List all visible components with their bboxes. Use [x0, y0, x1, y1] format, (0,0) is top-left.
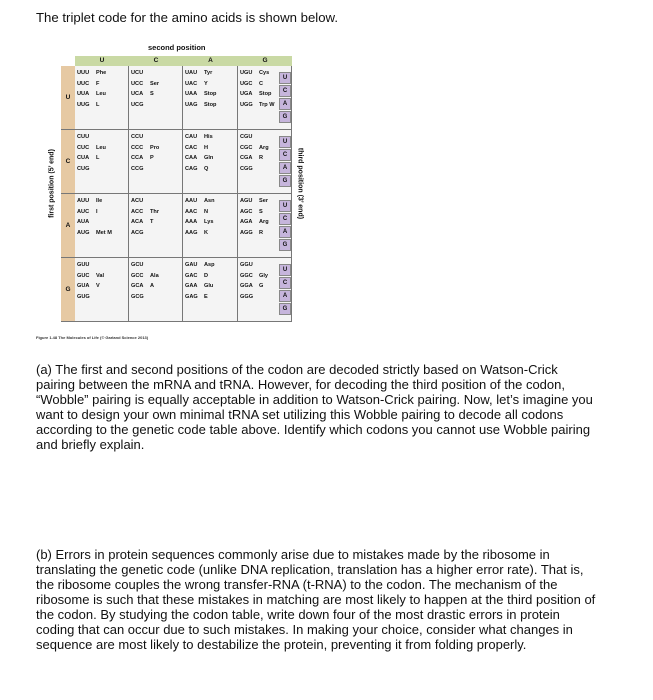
codon-cell — [129, 194, 183, 258]
first-position-c: C — [61, 130, 75, 194]
amino-acid: Ser — [150, 80, 160, 87]
codon-cell — [183, 194, 238, 258]
amino-acid: P — [150, 155, 154, 162]
codon: AAG — [185, 229, 198, 236]
third-position-c: C — [279, 85, 291, 97]
codon: GGU — [240, 262, 253, 268]
amino-acid: F — [96, 80, 100, 87]
amino-acid: Leu — [96, 91, 106, 98]
amino-acid: Asn — [204, 198, 215, 204]
codon: GGC — [240, 272, 253, 279]
codon: AAA — [185, 219, 198, 226]
amino-acid: Trp W — [259, 101, 275, 108]
amino-acid: Gln — [204, 155, 214, 162]
amino-acid: Glu — [204, 283, 214, 290]
third-position-g: G — [279, 175, 291, 187]
codon: UAA — [185, 91, 198, 98]
codon: CGC — [240, 144, 253, 151]
codon-cell — [75, 258, 129, 322]
codon: CGA — [240, 155, 253, 162]
third-position-u: U — [279, 264, 291, 276]
codon: ACC — [131, 208, 144, 215]
codon: ACG — [131, 229, 144, 236]
third-position-c: C — [279, 213, 291, 225]
third-position-u: U — [279, 136, 291, 148]
codon: UAU — [185, 70, 198, 76]
question-b: (b) Errors in protein sequences commonly arise due to mistakes made by the ribosome in translating the genetic code (unlike DNA replication, translation has a higher error rate). That is, the ribosome couples the wrong transfer-RNA (t-RNA) to the codon. The mechanism of the ribosome is such that these mistakes in matching are most likely to happen at the third position of the codon. By studying the codon table, write down four of the most drastic errors in protein coding that can occur due to such mistakes. In making your choice, consider what changes in sequence are most likely to destabilize the protein, preventing it from folding properly. — [36, 547, 596, 652]
amino-acid: R — [259, 155, 264, 162]
codon: UAC — [185, 80, 198, 87]
amino-acid: C — [259, 80, 264, 87]
codon: GAA — [185, 283, 198, 290]
codon: CGU — [240, 134, 253, 140]
amino-acid: D — [204, 272, 209, 279]
amino-acid: Gly — [259, 272, 269, 279]
amino-acid: L — [96, 155, 100, 162]
amino-acid: Lys — [204, 219, 214, 226]
first-position-label: first position (5’ end) — [48, 149, 56, 218]
codon: CUG — [77, 165, 90, 172]
codon: UCU — [131, 70, 144, 76]
amino-acid: His — [204, 134, 213, 140]
amino-acid: Met M — [96, 229, 112, 236]
amino-acid: G — [259, 283, 264, 290]
amino-acid: Stop — [259, 91, 272, 98]
amino-acid: Tyr — [204, 70, 213, 76]
amino-acid: I — [96, 208, 98, 215]
codon-cell — [129, 130, 183, 194]
third-position-a: A — [279, 226, 291, 238]
codon: UUA — [77, 91, 90, 98]
codon: AGG — [240, 229, 253, 236]
amino-acid: N — [204, 208, 209, 215]
codon: UUU — [77, 70, 90, 76]
codon: GUC — [77, 272, 90, 279]
codon: CAG — [185, 165, 198, 172]
amino-acid: Stop — [204, 91, 217, 98]
codon: CCU — [131, 134, 144, 140]
codon: AAC — [185, 208, 198, 215]
amino-acid: L — [96, 101, 100, 108]
codon: GCC — [131, 272, 144, 279]
amino-acid: Arg — [259, 219, 269, 226]
amino-acid: Ile — [96, 198, 103, 204]
amino-acid: S — [259, 208, 263, 215]
amino-acid: Ser — [259, 198, 269, 204]
codon: UUC — [77, 80, 90, 87]
codon: UCG — [131, 101, 144, 108]
amino-acid: Val — [96, 272, 105, 279]
codon: GCG — [131, 293, 144, 300]
codon: GAC — [185, 272, 198, 279]
figure-caption: Figure 1.48 The Molecules of Life (© Garland Science 2013) — [36, 335, 149, 340]
codon-cell — [75, 194, 129, 258]
codon: CCG — [131, 165, 144, 172]
codon: UGA — [240, 91, 253, 98]
codon: AUC — [77, 208, 90, 215]
question-a: (a) The first and second positions of the codon are decoded strictly based on Watson-Crick pairing between the mRNA and tRNA. However, for decoding the third position of the codon, “Wobble” pairing is equally acceptable in addition to Watson-Crick pairing. Now, let’s imagine you want to design your own minimal tRNA set utilizing this Wobble pairing to decode all codons according to the genetic code table above. Identify which codons you cannot use Wobble pairing and briefly explain. — [36, 362, 593, 452]
third-position-label: third position (3’ end) — [296, 147, 304, 220]
amino-acid: V — [96, 283, 100, 290]
codon: AUU — [77, 198, 90, 204]
codon: ACA — [131, 219, 144, 226]
codon: UAG — [185, 101, 198, 108]
intro-text: The triplet code for the amino acids is shown below. — [36, 10, 339, 25]
amino-acid: Cys — [259, 70, 270, 76]
codon-cell — [129, 258, 183, 322]
amino-acid: R — [259, 229, 264, 236]
codon: UUG — [77, 101, 90, 108]
codon: AGU — [240, 198, 253, 204]
third-position-g: G — [279, 239, 291, 251]
third-position-a: A — [279, 162, 291, 174]
second-position-g: G — [238, 56, 292, 66]
amino-acid: Pro — [150, 144, 160, 151]
codon: UCC — [131, 80, 144, 87]
codon-cell — [183, 258, 238, 322]
codon: AGC — [240, 208, 253, 215]
amino-acid: Asp — [204, 262, 215, 268]
codon: CUA — [77, 155, 90, 162]
third-position-c: C — [279, 277, 291, 289]
second-position-a: A — [183, 56, 238, 66]
amino-acid: Ala — [150, 272, 159, 279]
codon: GUA — [77, 283, 90, 290]
codon: AUG — [77, 229, 90, 236]
codon: GGG — [240, 293, 254, 300]
third-position-g: G — [279, 303, 291, 315]
amino-acid: Q — [204, 165, 209, 172]
amino-acid: S — [150, 91, 154, 98]
codon: CAA — [185, 155, 198, 162]
codon: GAU — [185, 262, 198, 268]
second-position-u: U — [75, 56, 129, 66]
codon: GCU — [131, 262, 144, 268]
codon: GAG — [185, 293, 198, 300]
amino-acid: Y — [204, 80, 208, 87]
codon: CCC — [131, 144, 144, 151]
third-position-a: A — [279, 98, 291, 110]
codon: CUC — [77, 144, 90, 151]
codon: AUA — [77, 219, 90, 226]
codon: GCA — [131, 283, 144, 290]
codon: UGG — [240, 101, 253, 108]
genetic-code-table — [48, 38, 310, 338]
third-position-u: U — [279, 200, 291, 212]
amino-acid: A — [150, 283, 155, 290]
amino-acid: Arg — [259, 144, 269, 151]
amino-acid: E — [204, 293, 208, 300]
first-position-u: U — [61, 66, 75, 130]
codon-cell — [129, 66, 183, 130]
first-position-a: A — [61, 194, 75, 258]
amino-acid: Phe — [96, 70, 107, 76]
amino-acid: Leu — [96, 144, 106, 151]
codon: UGC — [240, 80, 253, 87]
third-position-a: A — [279, 290, 291, 302]
amino-acid: H — [204, 144, 209, 151]
codon-cell — [75, 66, 129, 130]
codon: CCA — [131, 155, 144, 162]
codon: UCA — [131, 91, 144, 98]
first-position-g: G — [61, 258, 75, 322]
codon: CAU — [185, 134, 198, 140]
codon: GUU — [77, 262, 90, 268]
codon-cell — [183, 130, 238, 194]
amino-acid: K — [204, 229, 209, 236]
codon: CAC — [185, 144, 198, 151]
codon-cell — [183, 66, 238, 130]
codon: CGG — [240, 165, 253, 172]
codon: ACU — [131, 198, 144, 204]
codon: GUG — [77, 293, 90, 300]
codon: AAU — [185, 198, 198, 204]
codon: CUU — [77, 134, 90, 140]
second-position-label: second position — [148, 43, 206, 52]
amino-acid: Stop — [204, 101, 217, 108]
codon: AGA — [240, 219, 253, 226]
second-position-c: C — [129, 56, 183, 66]
codon-cell — [75, 130, 129, 194]
third-position-g: G — [279, 111, 291, 123]
amino-acid: Thr — [150, 208, 160, 215]
third-position-c: C — [279, 149, 291, 161]
third-position-u: U — [279, 72, 291, 84]
codon: UGU — [240, 70, 253, 76]
amino-acid: T — [150, 219, 154, 226]
codon: GGA — [240, 283, 253, 290]
